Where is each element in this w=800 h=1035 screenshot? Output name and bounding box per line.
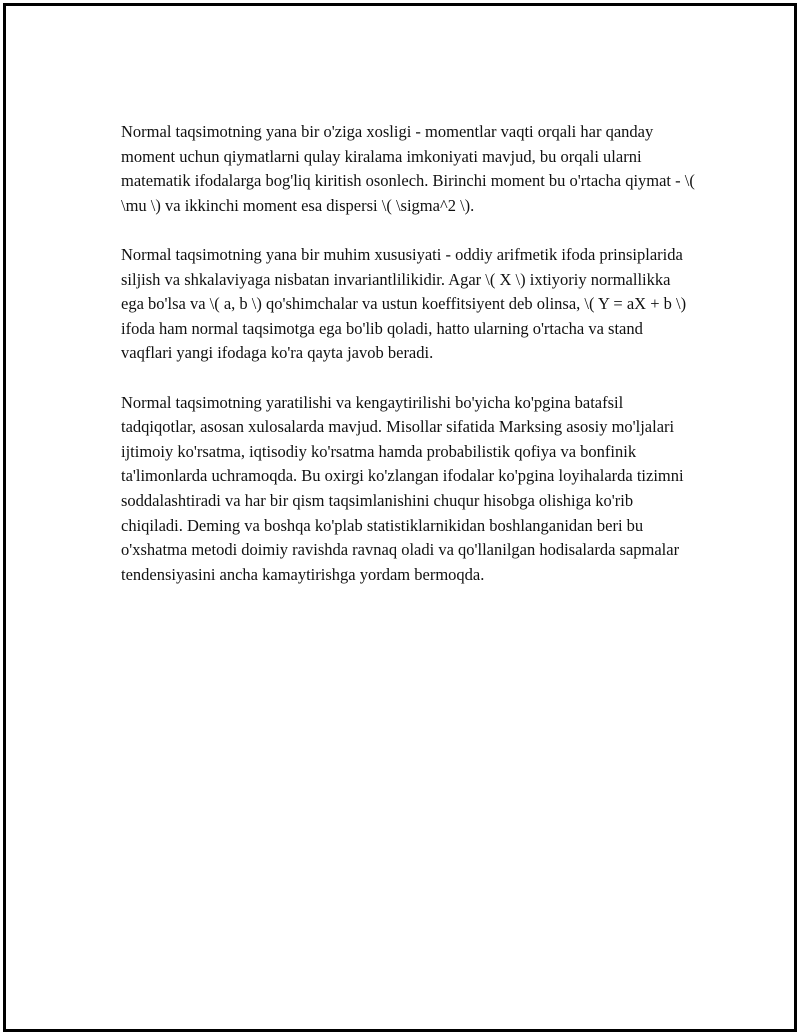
page-frame [3, 3, 797, 1032]
document-body [121, 120, 696, 612]
paragraph-3: Normal taqsimotning yaratilishi va kengaytirilishi bo'yicha ko'pgina batafsil tadqiqotlar, asosan xulosalarda mavjud. Misollar sifatida Marksing asosiy mo'ljalari ijtimoiy ko'rsatma, iqtisodiy ko'rsatma hamda probabilistik qofiya va bonfinik ta'limonlarda uchramoqda. Bu oxirgi ko'zlangan ifodalar ko'pgina loyihalarda tizimni soddalashtiradi va har bir qism taqsimlanishini chuqur hisobga olishiga ko'rib chiqiladi. Deming va boshqa ko'plab statistiklarnikidan boshlanganidan beri bu o'xshatma metodi doimiy ravishda ravnaq oladi va qo'llanilgan hodisalarda sapmalar tendensiyasini ancha kamaytirishga yordam bermoqda. [121, 392, 684, 584]
paragraph-1: Normal taqsimotning yana bir o'ziga xosligi - momentlar vaqti orqali har qanday moment uchun qiymatlarni qulay kiralama imkoniyati mavjud, bu orqali ularni matematik ifodalarga bog'liq kiritish osonlech. Birinchi moment bu o'rtacha qiymat - \( \mu \) va ikkinchi moment esa dispersi \( \sigma^2 \). [121, 122, 695, 215]
paragraph-2: Normal taqsimotning yana bir muhim xususiyati - oddiy arifmetik ifoda prinsiplarida siljish va shkalaviyaga nisbatan invariantlilikidir. Agar \( X \) ixtiyoriy normallikka ega bo'lsa va \( a, b \) qo'shimchalar va ustun koeffitsiyent deb olinsa, \( Y = aX + b \) ifoda ham normal taqsimotga ega bo'lib qoladi, hatto ularning o'rtacha va stand vaqflari yangi ifodaga ko'ra qayta javob beradi. [121, 244, 687, 363]
